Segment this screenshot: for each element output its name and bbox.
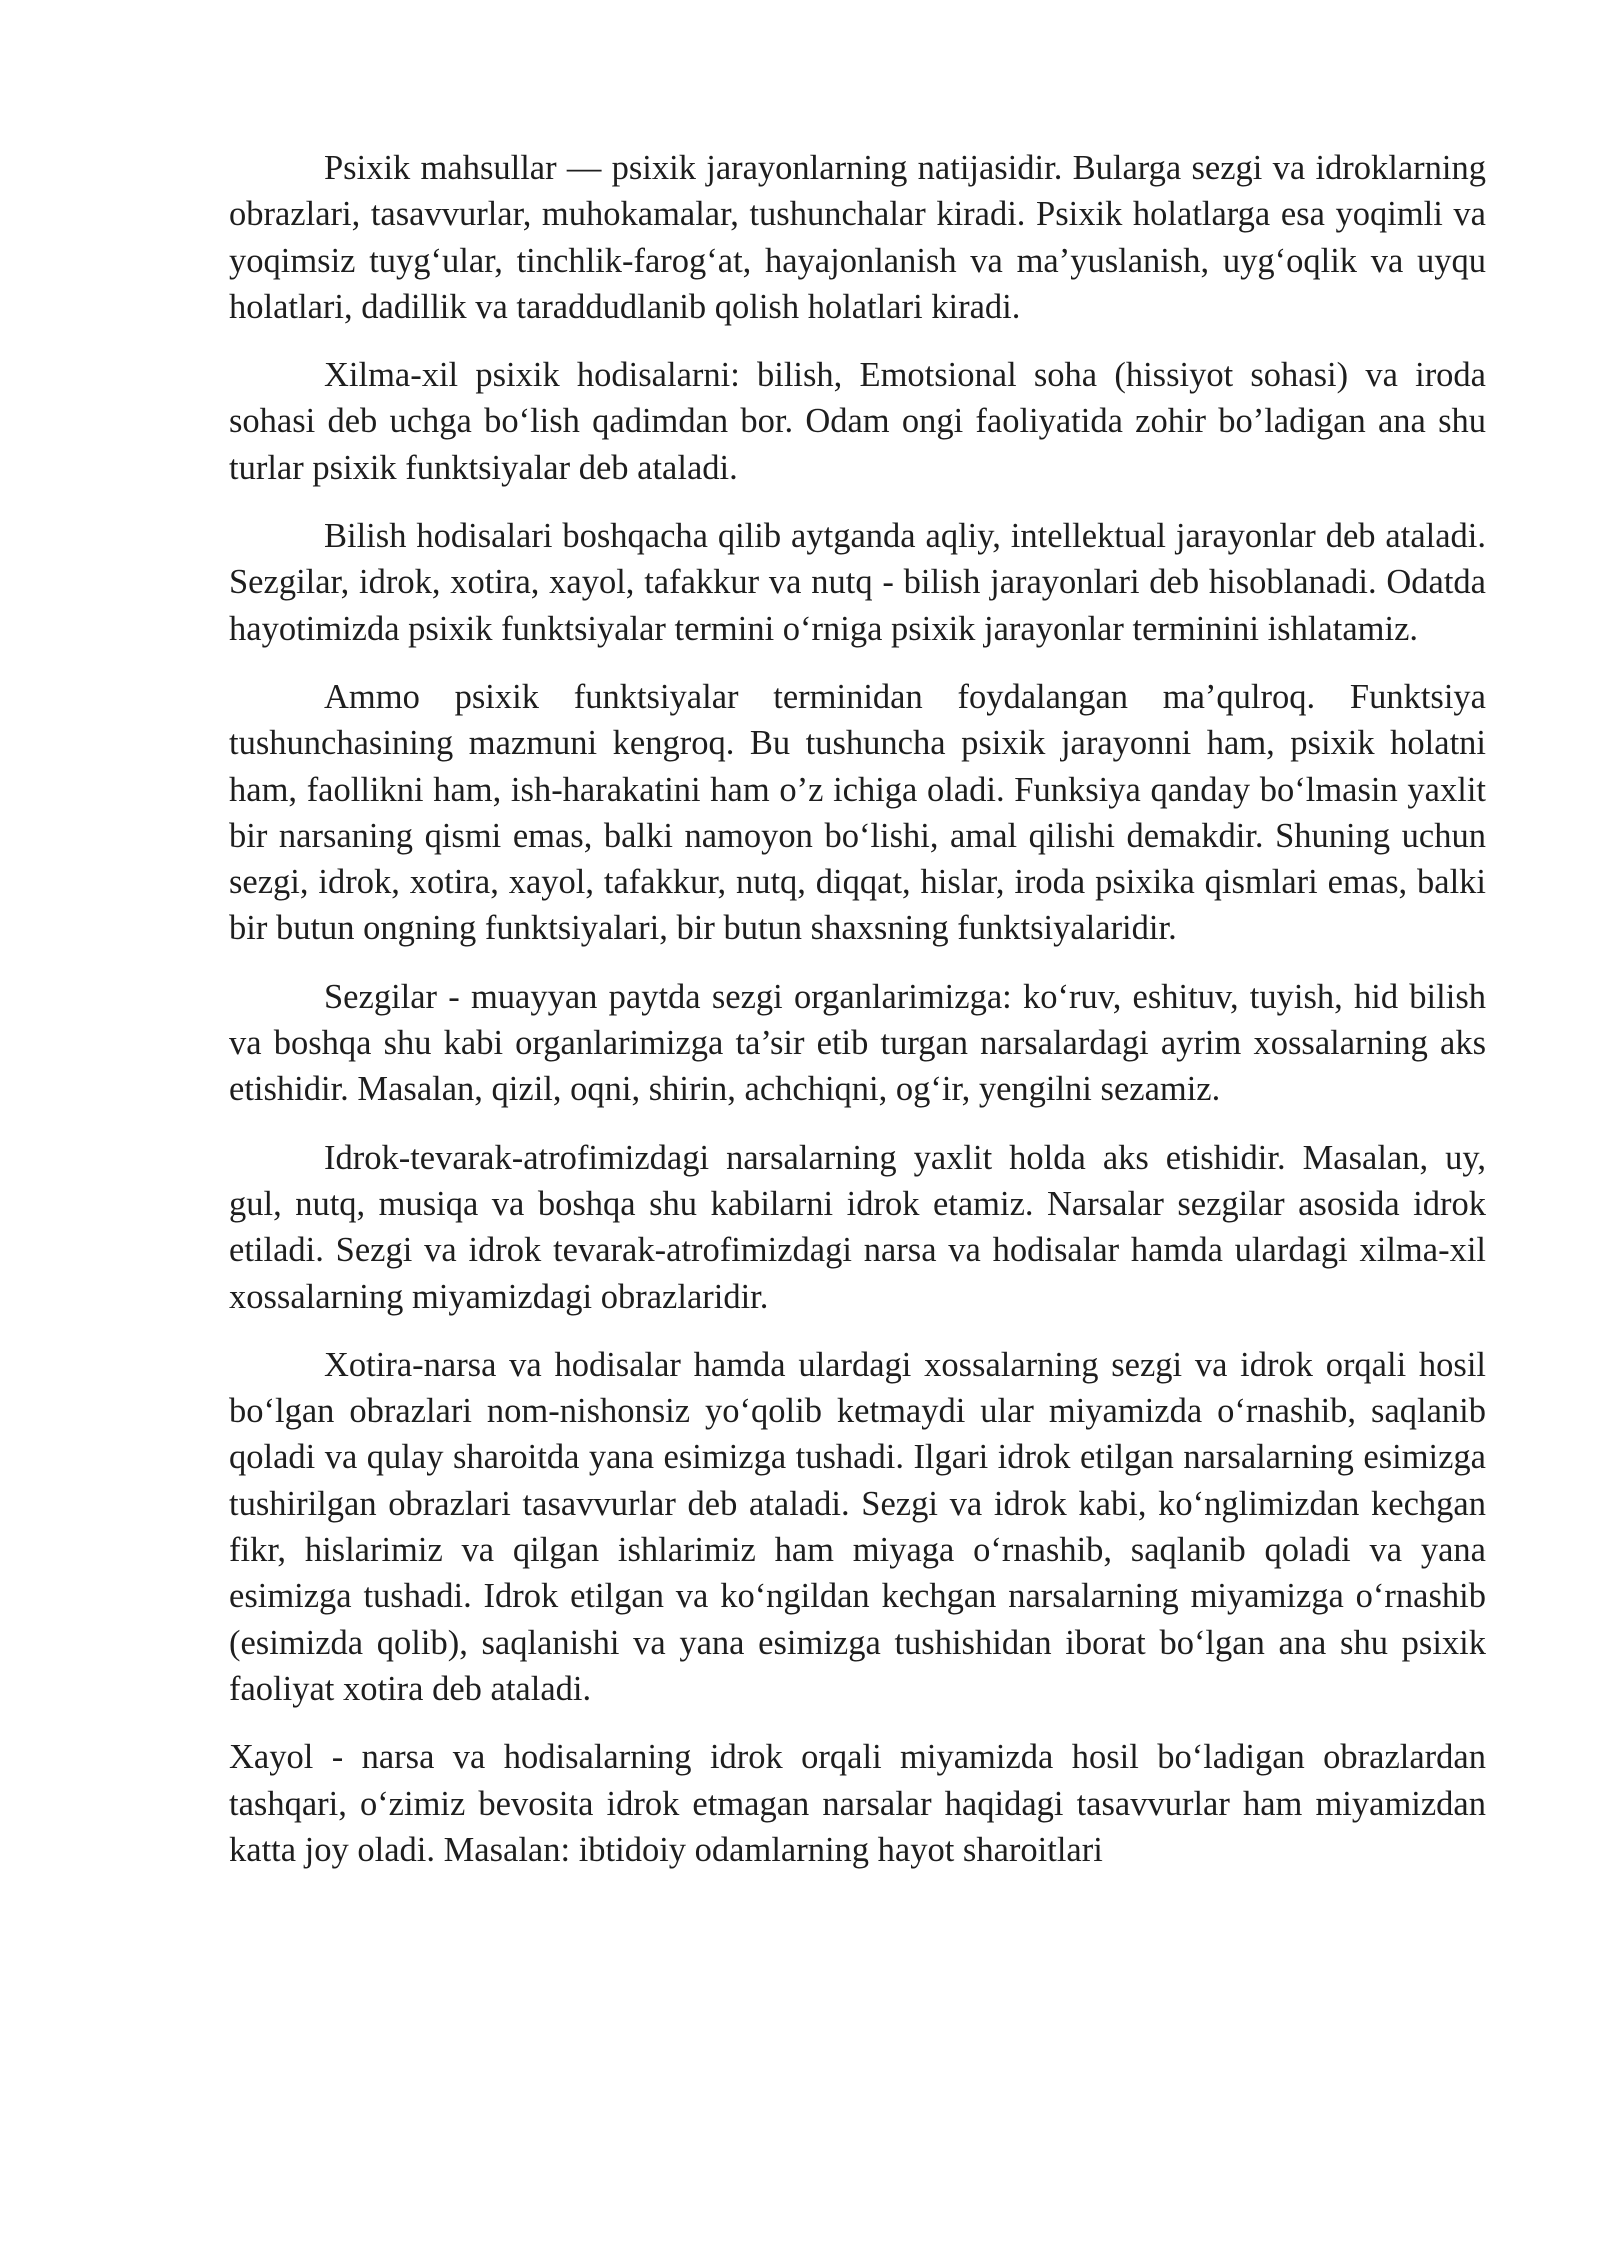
paragraph-psixik-hodisalar: Xilma-xil psixik hodisalarni: bilish, Emotsional soha (hissiyot sohasi) va iroda sohasi deb uchga bo‘lish qadimdan bor. Odam ongi faoliyatida zohir bo’ladigan ana shu turlar psixik funktsiyalar deb ataladi. (229, 356, 1486, 487)
paragraph-bilish-hodisalari: Bilish hodisalari boshqacha qilib aytganda aqliy, intellektual jarayonlar deb ataladi. Sezgilar, idrok, xotira, xayol, tafakkur va nutq - bilish jarayonlari deb hisoblanadi. Odatda hayotimizda psixik funktsiyalar termini o‘rniga psixik jarayonlar terminini ishlatamiz. (229, 517, 1486, 648)
paragraph-idrok: Idrok-tevarak-atrofimizdagi narsalarning yaxlit holda aks etishidir. Masalan, uy, gul, nutq, musiqa va boshqa shu kabilarni idrok etamiz. Narsalar sezgilar asosida idrok etiladi. Sezgi va idrok tevarak-atrofimizdagi narsa va hodisalar hamda ulardagi xilma-xil xossalarning miyamizdagi obrazlaridir. (229, 1138, 1486, 1316)
paragraph-xotira: Xotira-narsa va hodisalar hamda ulardagi xossalarning sezgi va idrok orqali hosil bo‘lgan obrazlari nom-nishonsiz yo‘qolib ketmaydi ular miyamizda o‘rnashib, saqlanib qoladi va qulay sharoitda yana esimizga tushadi. Ilgari idrok etilgan narsalarning esimizga tushirilgan obrazlari tasavvurlar deb ataladi. Sezgi va idrok kabi, ko‘nglimizdan kechgan fikr, hislarimiz va qilgan ishlarimiz ham miyaga o‘rnashib, saqlanib qoladi va yana esimizga tushadi. Idrok etilgan va ko‘ngildan kechgan narsalarning miyamizga o‘rnashib (esimizda qolib), saqlanishi va yana esimizga tushishidan iborat bo‘lgan ana shu psixik faoliyat xotira deb ataladi. (229, 1345, 1486, 1708)
paragraph-xayol: Xayol - narsa va hodisalarning idrok orqali miyamizda hosil bo‘ladigan obrazlardan tashqari, o‘zimiz bevosita idrok etmagan narsalar haqidagi tasavvurlar ham miyamizdan katta joy oladi. Masalan: ibtidoiy odamlarning hayot sharoitlari (229, 1738, 1486, 1869)
paragraph-sezgilar: Sezgilar - muayyan paytda sezgi organlarimizga: ko‘ruv, eshituv, tuyish, hid bilish va boshqa shu kabi organlarimizga ta’sir etib turgan narsalardagi ayrim xossalarning aks etishidir. Masalan, qizil, oqni, shirin, achchiqni, og‘ir, yengilni sezamiz. (229, 977, 1486, 1109)
paragraph-psixik-funktsiyalar: Ammo psixik funktsiyalar terminidan foydalangan ma’qulroq. Funktsiya tushunchasining mazmuni kengroq. Bu tushuncha psixik jarayonni ham, psixik holatni ham, faollikni ham, ish-harakatini ham o’z ichiga oladi. Funksiya qanday bo‘lmasin yaxlit bir narsaning qismi emas, balki namoyon bo‘lishi, amal qilishi demakdir. Shuning uchun sezgi, idrok, xotira, xayol, tafakkur, nutq, diqqat, hislar, iroda psixika qismlari emas, balki bir butun ongning funktsiyalari, bir butun shaxsning funktsiyalaridir. (229, 677, 1486, 948)
paragraph-psixik-mahsullar: Psixik mahsullar — psixik jarayonlarning natijasidir. Bularga sezgi va idroklarning obrazlari, tasavvurlar, muhokamalar, tushunchalar kiradi. Psixik holatlarga esa yoqimli va yoqimsiz tuyg‘ular, tinchlik-farog‘at, hayajonlanish va ma’yuslanish, uyg‘oqlik va uyqu holatlari, dadillik va taraddudlanib qolish holatlari kiradi. (229, 149, 1486, 326)
document-page (229, 145, 1486, 1895)
